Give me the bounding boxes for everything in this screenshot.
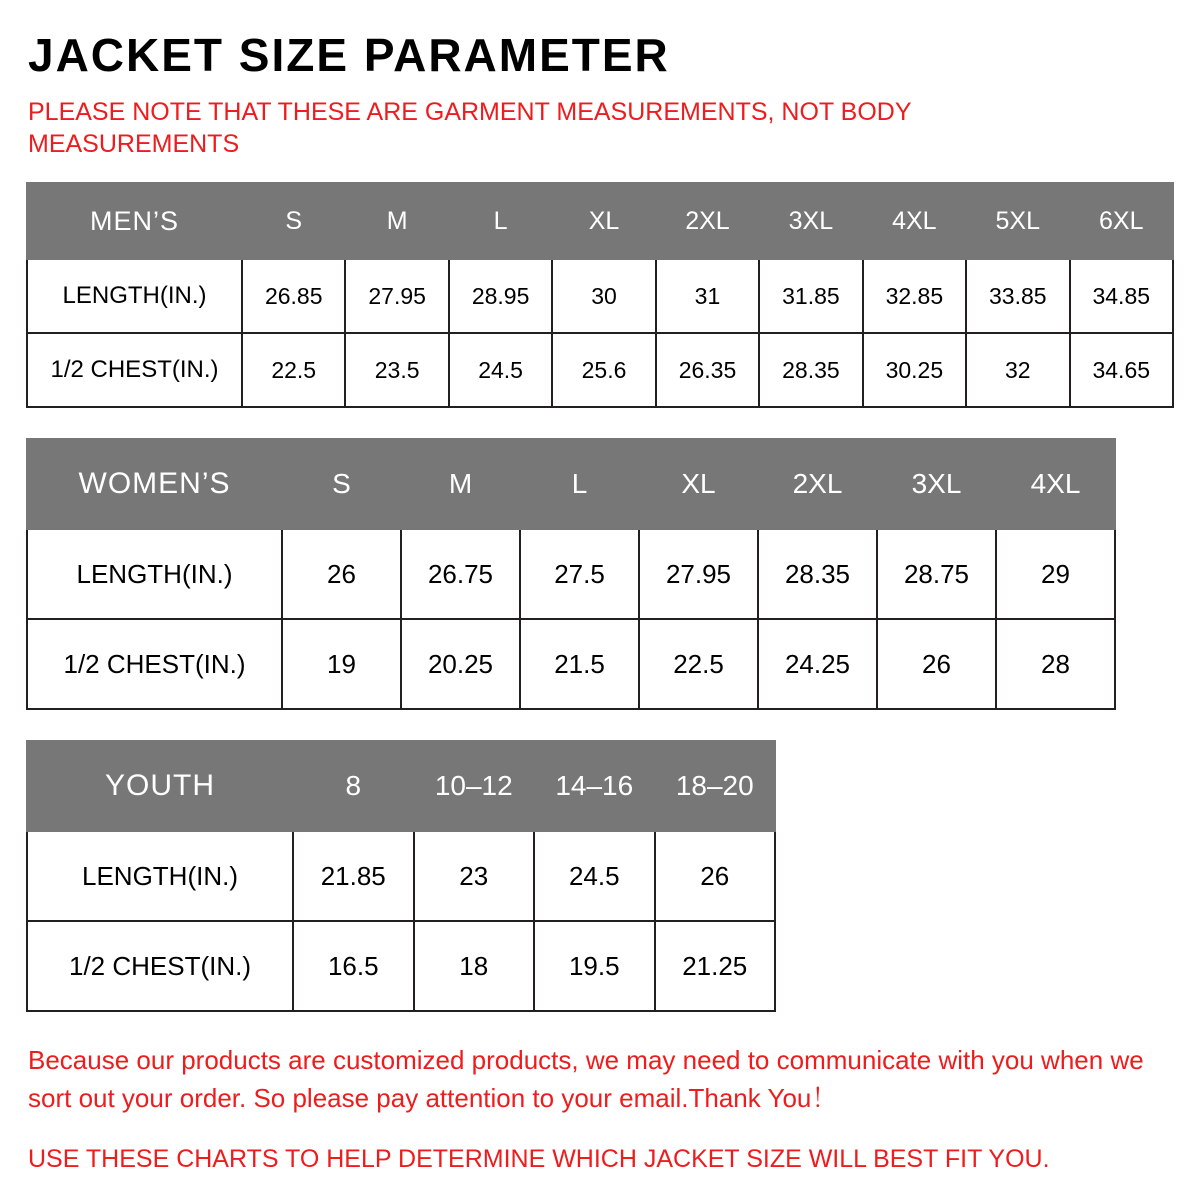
youth-size-8: 8 <box>293 741 414 831</box>
mens-size-5xl: 5XL <box>966 183 1069 259</box>
womens-chest-4xl: 28 <box>996 619 1115 709</box>
table-row <box>27 619 1115 709</box>
mens-length-3xl: 31.85 <box>759 259 862 333</box>
womens-chest-s: 19 <box>282 619 401 709</box>
youth-length-10-12: 23 <box>414 831 535 921</box>
mens-size-2xl: 2XL <box>656 183 759 259</box>
chart-usage-note: USE THESE CHARTS TO HELP DETERMINE WHICH JACKET SIZE WILL BEST FIT YOU. <box>28 1145 1050 1174</box>
youth-size-14-16: 14–16 <box>534 741 655 831</box>
womens-table-label: WOMEN’S <box>27 439 282 529</box>
womens-size-m: M <box>401 439 520 529</box>
youth-length-8: 21.85 <box>293 831 414 921</box>
youth-length-18-20: 26 <box>655 831 776 921</box>
youth-length-14-16: 24.5 <box>534 831 655 921</box>
womens-length-3xl: 28.75 <box>877 529 996 619</box>
mens-length-l: 28.95 <box>449 259 552 333</box>
mens-chest-m: 23.5 <box>345 333 448 407</box>
mens-chest-s: 22.5 <box>242 333 345 407</box>
garment-measurement-note: PLEASE NOTE THAT THESE ARE GARMENT MEASUREMENTS, NOT BODY MEASUREMENTS <box>28 98 912 158</box>
womens-size-s: S <box>282 439 401 529</box>
mens-chest-label: 1/2 CHEST(IN.) <box>27 333 242 407</box>
mens-length-6xl: 34.85 <box>1070 259 1174 333</box>
mens-chest-2xl: 26.35 <box>656 333 759 407</box>
mens-size-3xl: 3XL <box>759 183 862 259</box>
youth-chest-10-12: 18 <box>414 921 535 1011</box>
womens-size-xl: XL <box>639 439 758 529</box>
youth-length-label: LENGTH(IN.) <box>27 831 293 921</box>
mens-size-s: S <box>242 183 345 259</box>
mens-size-m: M <box>345 183 448 259</box>
womens-length-4xl: 29 <box>996 529 1115 619</box>
mens-size-6xl: 6XL <box>1070 183 1174 259</box>
mens-size-xl: XL <box>552 183 655 259</box>
mens-table-label: MEN’S <box>27 183 242 259</box>
mens-length-s: 26.85 <box>242 259 345 333</box>
womens-table-header-row <box>27 439 1115 529</box>
mens-length-label: LENGTH(IN.) <box>27 259 242 333</box>
table-row <box>27 831 775 921</box>
table-row <box>27 259 1173 333</box>
youth-size-18-20: 18–20 <box>655 741 776 831</box>
womens-size-3xl: 3XL <box>877 439 996 529</box>
mens-table-header-row <box>27 183 1173 259</box>
mens-size-table <box>26 182 1174 408</box>
table-row <box>27 529 1115 619</box>
womens-chest-m: 20.25 <box>401 619 520 709</box>
womens-chest-label: 1/2 CHEST(IN.) <box>27 619 282 709</box>
mens-length-xl: 30 <box>552 259 655 333</box>
mens-chest-xl: 25.6 <box>552 333 655 407</box>
mens-size-l: L <box>449 183 552 259</box>
youth-chest-label: 1/2 CHEST(IN.) <box>27 921 293 1011</box>
mens-length-2xl: 31 <box>656 259 759 333</box>
mens-length-4xl: 32.85 <box>863 259 966 333</box>
mens-length-m: 27.95 <box>345 259 448 333</box>
mens-chest-l: 24.5 <box>449 333 552 407</box>
youth-size-table <box>26 740 776 1012</box>
womens-length-s: 26 <box>282 529 401 619</box>
youth-table-header-row <box>27 741 775 831</box>
customization-note: Because our products are customized products, we may need to communicate with you when we sort out your order. So please pay attention to your email.Thank You！ <box>28 1045 1144 1113</box>
mens-chest-4xl: 30.25 <box>863 333 966 407</box>
womens-size-2xl: 2XL <box>758 439 877 529</box>
womens-length-l: 27.5 <box>520 529 639 619</box>
womens-size-4xl: 4XL <box>996 439 1115 529</box>
youth-size-10-12: 10–12 <box>414 741 535 831</box>
youth-table-label: YOUTH <box>27 741 293 831</box>
youth-chest-18-20: 21.25 <box>655 921 776 1011</box>
table-row <box>27 921 775 1011</box>
page-title: JACKET SIZE PARAMETER <box>28 29 670 81</box>
mens-size-4xl: 4XL <box>863 183 966 259</box>
womens-length-label: LENGTH(IN.) <box>27 529 282 619</box>
womens-length-2xl: 28.35 <box>758 529 877 619</box>
mens-chest-5xl: 32 <box>966 333 1069 407</box>
mens-chest-6xl: 34.65 <box>1070 333 1174 407</box>
womens-size-l: L <box>520 439 639 529</box>
youth-chest-14-16: 19.5 <box>534 921 655 1011</box>
womens-chest-xl: 22.5 <box>639 619 758 709</box>
womens-length-xl: 27.95 <box>639 529 758 619</box>
womens-chest-2xl: 24.25 <box>758 619 877 709</box>
womens-chest-l: 21.5 <box>520 619 639 709</box>
table-row <box>27 333 1173 407</box>
womens-size-table <box>26 438 1116 710</box>
mens-length-5xl: 33.85 <box>966 259 1069 333</box>
youth-chest-8: 16.5 <box>293 921 414 1011</box>
womens-length-m: 26.75 <box>401 529 520 619</box>
womens-chest-3xl: 26 <box>877 619 996 709</box>
mens-chest-3xl: 28.35 <box>759 333 862 407</box>
